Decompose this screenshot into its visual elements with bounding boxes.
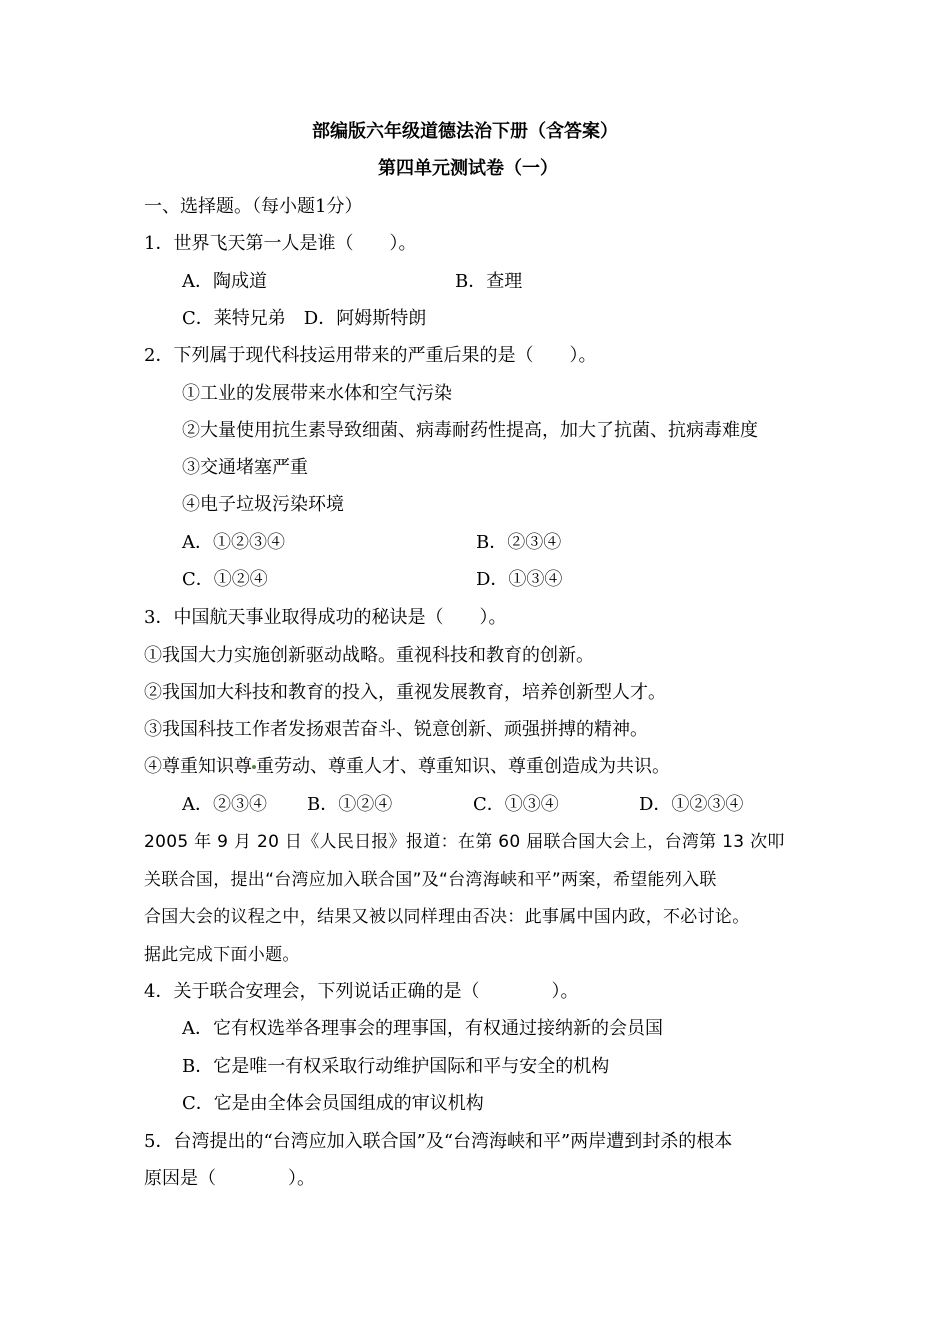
question-3-item-2: ②我国加大科技和教育的投入，重视发展教育，培养创新型人才。 — [144, 682, 666, 703]
question-2-item-1: ①工业的发展带来水体和空气污染 — [182, 383, 452, 404]
question-3-item-4-part-1: ④尊重知识尊 — [144, 756, 252, 777]
question-2-option-c: C．①②④ — [182, 569, 268, 590]
page-title: 部编版六年级道德法治下册（含答案） — [312, 121, 618, 142]
passage-line-2: 关联合国，提出“台湾应加入联合国”及“台湾海峡和平”两案，希望能列入联 — [144, 870, 717, 890]
question-3-item-4-part-2: 重劳动、尊重人才、尊重知识、尊重创造成为共识。 — [256, 756, 670, 777]
question-3-item-1: ①我国大力实施创新驱动战略。重视科技和教育的创新。 — [144, 645, 594, 666]
question-2-item-4: ④电子垃圾污染环境 — [182, 494, 344, 515]
passage-line-3: 合国大会的议程之中，结果又被以同样理由否决：此事属中国内政，不必讨论。 — [144, 907, 750, 927]
passage-line-4: 据此完成下面小题。 — [144, 945, 300, 965]
section-heading: 一、选择题。（每小题1分） — [144, 196, 363, 217]
question-3-option-a: A．②③④ — [182, 794, 267, 815]
question-1-option-b: B．查理 — [455, 271, 523, 292]
question-5-stem-line-1: 5．台湾提出的“台湾应加入联合国”及“台湾海峡和平”两岸遭到封杀的根本 — [144, 1131, 733, 1152]
question-2-item-3: ③交通堵塞严重 — [182, 457, 308, 478]
question-3-option-b: B．①②④ — [307, 794, 393, 815]
question-2-option-b: B．②③④ — [476, 532, 562, 553]
question-3-item-3: ③我国科技工作者发扬艰苦奋斗、锐意创新、顽强拼搏的精神。 — [144, 719, 648, 740]
question-3-stem: 3．中国航天事业取得成功的秘诀是（ ）。 — [144, 607, 507, 628]
passage-line-1: 2005 年 9 月 20 日《人民日报》报道：在第 60 届联合国大会上，台湾第 13 次叩 — [144, 832, 785, 852]
question-3-option-c: C．①③④ — [473, 794, 559, 815]
question-2-item-2: ②大量使用抗生素导致细菌、病毒耐药性提高，加大了抗菌、抗病毒难度 — [182, 420, 758, 441]
question-4-option-b: B．它是唯一有权采取行动维护国际和平与安全的机构 — [182, 1056, 610, 1077]
question-5-stem-line-2: 原因是（ ）。 — [144, 1168, 315, 1189]
question-3-item-4 — [144, 755, 670, 779]
question-1-stem: 1．世界飞天第一人是谁（ ）。 — [144, 233, 417, 254]
question-4-option-a: A．它有权选举各理事会的理事国，有权通过接纳新的会员国 — [182, 1018, 663, 1039]
question-1-option-cd: C．莱特兄弟 D．阿姆斯特朗 — [182, 308, 427, 329]
question-2-stem: 2．下列属于现代科技运用带来的严重后果的是（ ）。 — [144, 345, 597, 366]
page-subtitle: 第四单元测试卷（一） — [378, 158, 558, 179]
question-2-option-a: A．①②③④ — [182, 532, 285, 553]
question-1-option-a: A．陶成道 — [182, 271, 267, 292]
question-4-stem: 4．关于联合安理会，下列说话正确的是（ ）。 — [144, 981, 579, 1002]
question-4-option-c: C．它是由全体会员国组成的审议机构 — [182, 1093, 484, 1114]
question-2-option-d: D．①③④ — [476, 569, 563, 590]
question-3-option-d: D．①②③④ — [639, 794, 744, 815]
